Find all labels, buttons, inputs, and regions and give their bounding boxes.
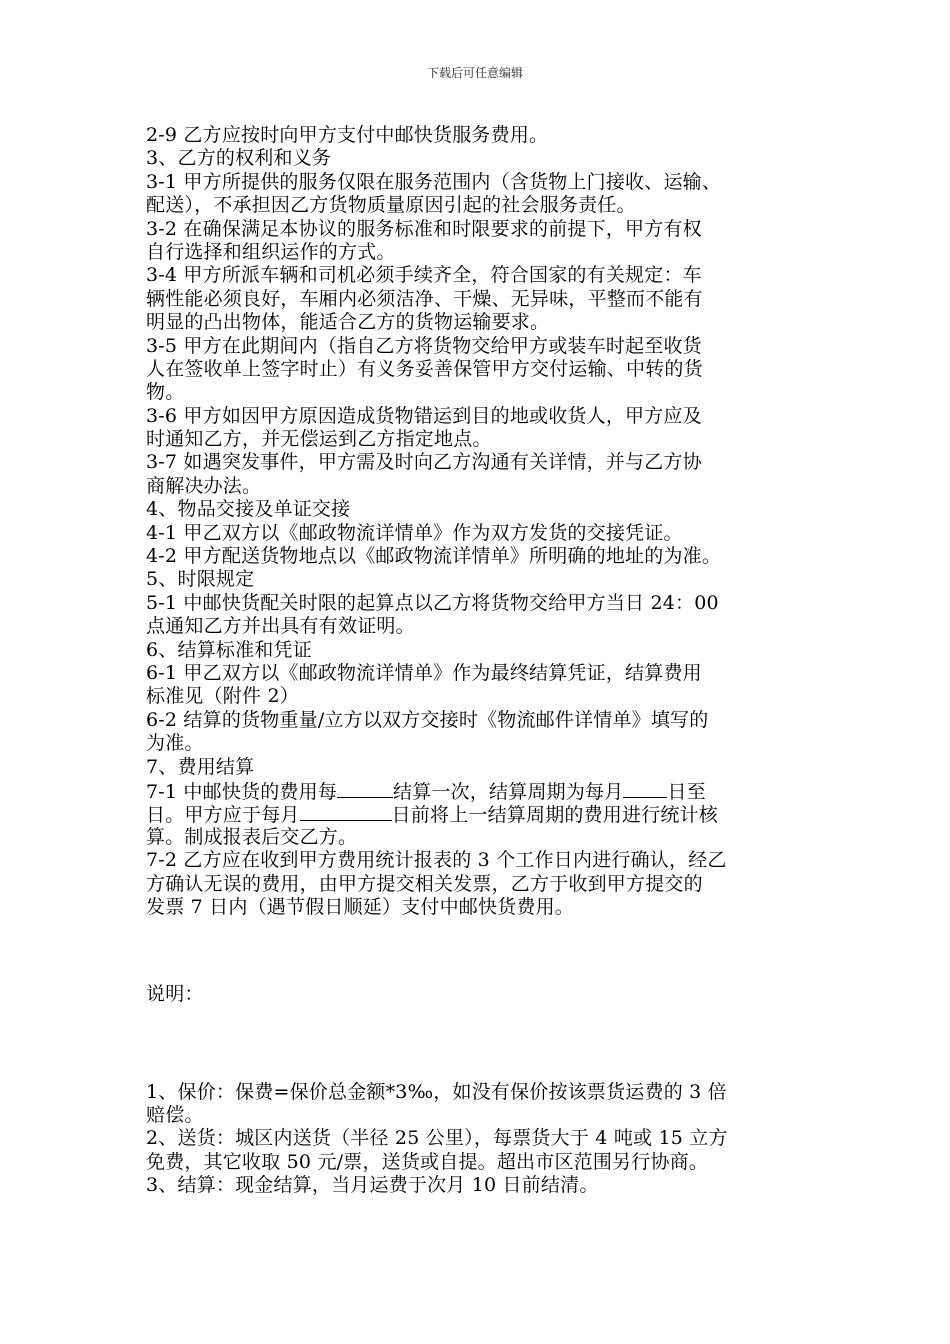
clause-text: 结算一次，结算周期为每月 (393, 780, 624, 803)
text-line: 标准见（附件 2） (146, 685, 299, 708)
note-line: 2、送货：城区内送货（半径 25 公里），每票货大于 4 吨或 15 立方 (146, 1127, 728, 1150)
fill-blank (623, 779, 667, 798)
note-line: 3、结算：现金结算，当月运费于次月 10 日前结清。 (146, 1174, 599, 1197)
text-line: 辆性能必须良好，车厢内必须洁净、干燥、无异味，平整而不能有 (146, 287, 703, 310)
note-line: 赔偿。 (146, 1104, 204, 1127)
note-line: 1、保价：保费=保价总金额*3‰，如没有保价按该票货运费的 3 倍 (146, 1080, 727, 1103)
spacer (146, 919, 812, 983)
clause-text: 日。甲方应于每月 (146, 804, 300, 826)
text-line: 发票 7 日内（遇节假日顺延）支付中邮快货费用。 (146, 895, 574, 918)
section-heading: 3、乙方的权利和义务 (146, 147, 332, 170)
fill-blank (300, 802, 392, 821)
text-line: 5-1 中邮快货配关时限的起算点以乙方将货物交给甲方当日 24：00 (146, 591, 719, 614)
notes-heading: 说明： (146, 983, 204, 1006)
text-line: 2-9 乙方应按时向甲方支付中邮快货服务费用。 (146, 124, 549, 146)
text-line: 物。 (146, 381, 185, 404)
text-line: 方确认无误的费用，由甲方提交相关发票，乙方于收到甲方提交的 (146, 872, 703, 895)
note-line: 免费，其它收取 50 元/票，送货或自提。超出市区范围另行协商。 (146, 1150, 709, 1173)
clause-7-1-line-2 (146, 802, 812, 825)
text-line: 3-2 在确保满足本协议的服务标准和时限要求的前提下，甲方有权 (146, 217, 702, 240)
text-line: 明显的凸出物体，能适合乙方的货物运输要求。 (146, 311, 550, 334)
spacer (146, 1007, 812, 1081)
clause-text: 日至 (667, 780, 706, 803)
text-line: 3-5 甲方在此期间内（指自乙方将货物交给甲方或装车时起至收货 (146, 334, 702, 357)
text-line: 配送），不承担因乙方货物质量原因引起的社会服务责任。 (146, 194, 636, 217)
text-line: 为准。 (146, 732, 204, 755)
text-line: 3-4 甲方所派车辆和司机必须手续齐全，符合国家的有关规定：车 (146, 264, 702, 287)
section-heading: 7、费用结算 (146, 755, 255, 778)
text-line: 自行选择和组织运作的方式。 (146, 240, 396, 263)
text-line: 7-2 乙方应在收到甲方费用统计报表的 3 个工作日内进行确认，经乙 (146, 849, 727, 872)
clause-7-1-line-1 (146, 779, 812, 802)
text-line: 商解决办法。 (146, 474, 262, 497)
section-heading: 6、结算标准和凭证 (146, 638, 312, 661)
text-line: 4-2 甲方配送货物地点以《邮政物流详情单》所明确的地址的为准。 (146, 545, 722, 568)
text-line: 点通知乙方并出具有有效证明。 (146, 615, 415, 638)
text-line: 人在签收单上签字时止）有义务妥善保管甲方交付运输、中转的货 (146, 357, 703, 380)
text-line: 3-7 如遇突发事件，甲方需及时向乙方沟通有关详情，并与乙方协 (146, 451, 702, 474)
text-line: 6-1 甲乙双方以《邮政物流详情单》作为最终结算凭证，结算费用 (146, 661, 702, 684)
text-line: 3-1 甲方所提供的服务仅限在服务范围内（含货物上门接收、运输、 (146, 170, 722, 193)
page-header-note: 下载后可任意编辑 (426, 66, 523, 80)
clause-text: 日前将上一结算周期的费用进行统计核 (391, 804, 719, 826)
section-heading: 4、物品交接及单证交接 (146, 498, 351, 521)
text-line: 6-2 结算的货物重量/立方以双方交接时《物流邮件详情单》填写的 (146, 708, 709, 731)
text-line: 时通知乙方，并无偿运到乙方指定地点。 (146, 428, 492, 451)
clause-text: 7-1 中邮快货的费用每 (146, 780, 338, 803)
text-line: 4-1 甲乙双方以《邮政物流详情单》作为双方发货的交接凭证。 (146, 521, 683, 544)
text-line: 3-6 甲方如因甲方原因造成货物错运到目的地或收货人，甲方应及 (146, 404, 702, 427)
fill-blank (337, 779, 393, 798)
section-heading: 5、时限规定 (146, 568, 255, 591)
clause-7-1-line-3: 算。制成报表后交乙方。 (146, 825, 358, 848)
document-body (146, 124, 812, 1198)
